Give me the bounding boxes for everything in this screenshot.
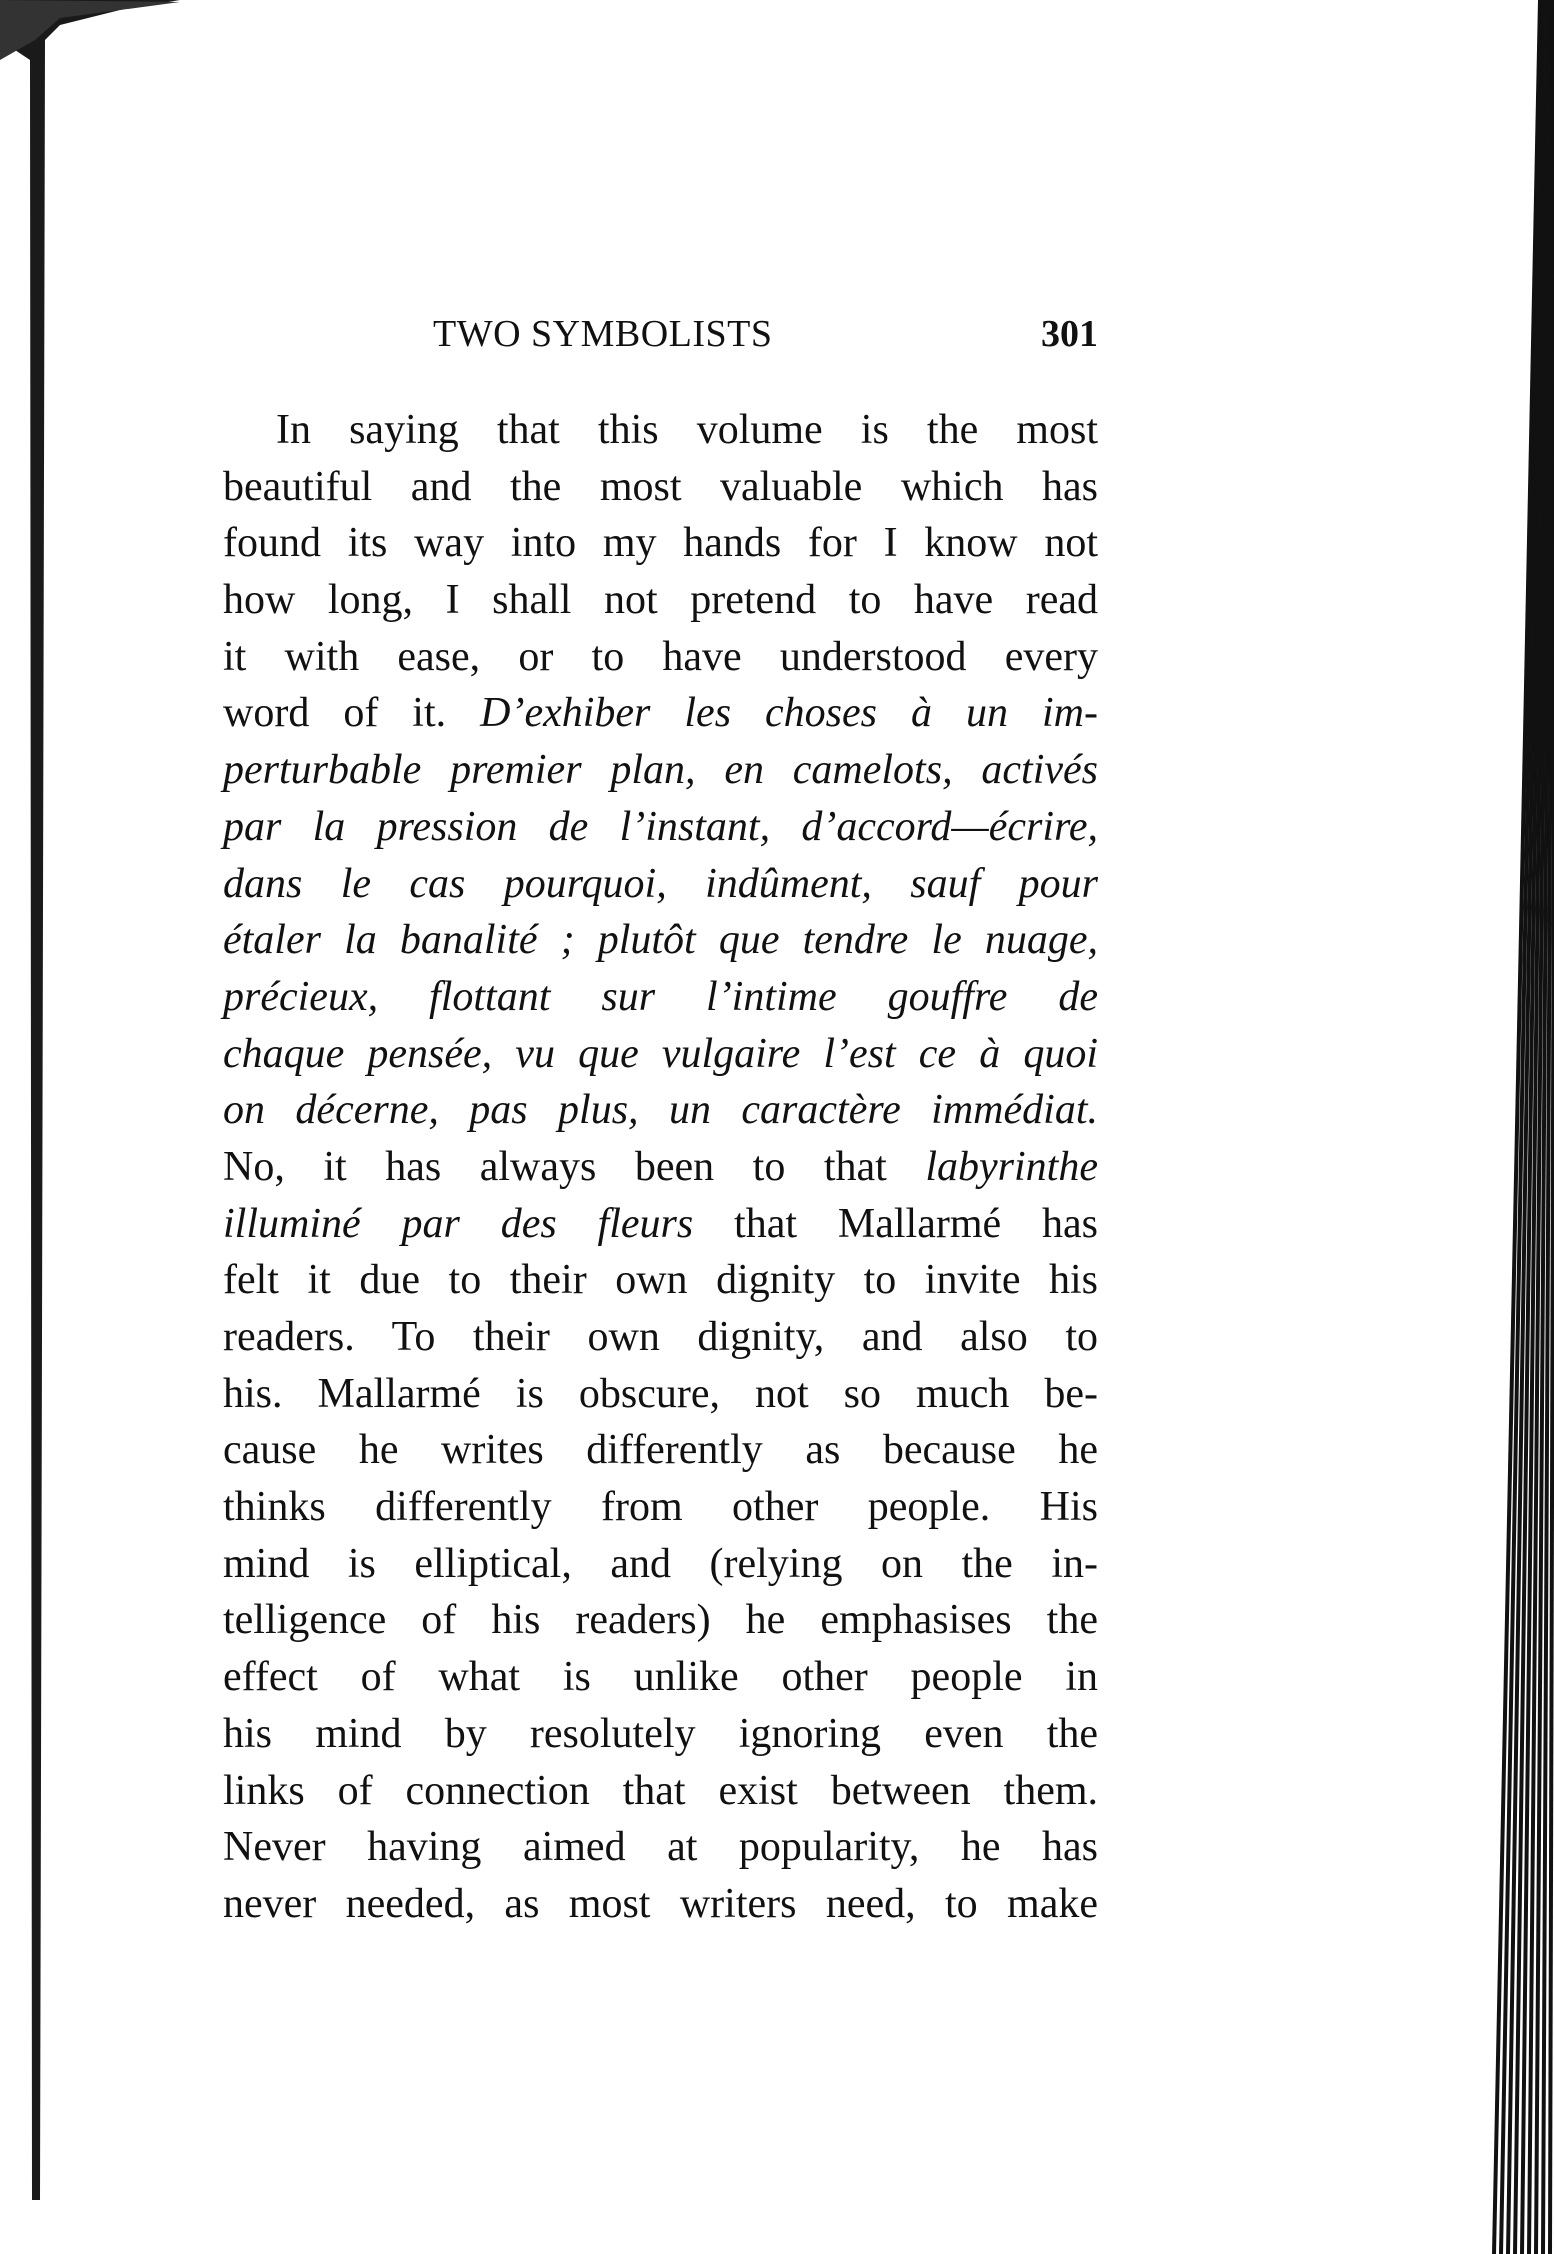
text-segment: how long, I shall not pretend to have read: [223, 577, 1098, 624]
text-segment: beautiful and the most valuable which has: [223, 463, 1098, 510]
text-line: [223, 685, 1098, 742]
italic-text: étaler la banalité ; plutôt que tendre le nuage,: [223, 917, 1098, 964]
text-line: [223, 1763, 1098, 1820]
text-line: [223, 1026, 1098, 1083]
text-segment: felt it due to their own dignity to invite his: [223, 1257, 1098, 1304]
text-line: [223, 1139, 1098, 1196]
text-segment: that Mallarmé has: [693, 1200, 1098, 1247]
body-paragraph: [223, 402, 1098, 1933]
italic-text: on décerne, pas plus, un caractère immédiat.: [223, 1087, 1098, 1134]
text-line: [223, 572, 1098, 629]
left-gutter-edge: [0, 0, 180, 2200]
italic-text: perturbable premier plan, en camelots, activés: [223, 747, 1098, 794]
text-segment: his mind by resolutely ignoring even the: [223, 1710, 1098, 1757]
text-line: [223, 402, 1098, 459]
text-line: [223, 1819, 1098, 1876]
italic-text: illuminé par des fleurs: [223, 1200, 694, 1247]
page-header: [223, 312, 1098, 362]
text-line: [223, 1422, 1098, 1479]
italic-text: chaque pensée, vu que vulgaire l’est ce à quoi: [223, 1030, 1098, 1077]
text-line: [223, 1876, 1098, 1933]
text-line: [223, 969, 1098, 1026]
text-line: [223, 912, 1098, 969]
text-segment: In saying that this volume is the most: [276, 407, 1098, 453]
italic-text: D’exhiber les choses à un im-: [480, 690, 1098, 737]
text-segment: cause he writes differently as because he: [223, 1427, 1098, 1474]
text-segment: readers. To their own dignity, and also to: [223, 1314, 1098, 1360]
text-line: [223, 799, 1098, 856]
running-title: TWO SYMBOLISTS: [433, 313, 773, 355]
text-line: [223, 1592, 1098, 1649]
text-line: [223, 1536, 1098, 1593]
text-segment: his. Mallarmé is obscure, not so much be-: [223, 1370, 1098, 1417]
text-line: [223, 856, 1098, 913]
italic-text: dans le cas pourquoi, indûment, sauf pour: [223, 860, 1098, 907]
page-number: 301: [1041, 313, 1098, 355]
text-segment: telligence of his readers) he emphasises the: [223, 1597, 1098, 1644]
text-line: [223, 1706, 1098, 1763]
text-line: [223, 1366, 1098, 1423]
text-line: [223, 742, 1098, 799]
text-segment: mind is elliptical, and (relying on the in-: [223, 1540, 1098, 1587]
text-segment: effect of what is unlike other people in: [223, 1654, 1098, 1701]
text-segment: links of connection that exist between them.: [223, 1767, 1098, 1814]
right-page-edges: [1494, 0, 1554, 2254]
text-line: [223, 1082, 1098, 1139]
text-segment: it with ease, or to have understood every: [223, 633, 1098, 680]
text-line: [223, 1649, 1098, 1706]
text-line: [223, 629, 1098, 686]
text-line: [223, 1196, 1098, 1253]
text-line: [223, 515, 1098, 572]
text-segment: No, it has always been to that: [223, 1143, 926, 1190]
text-line: [223, 1479, 1098, 1536]
text-segment: word of it.: [223, 690, 481, 737]
text-segment: Never having aimed at popularity, he has: [223, 1824, 1098, 1871]
text-line: [223, 1252, 1098, 1309]
text-segment: never needed, as most writers need, to make: [223, 1880, 1098, 1927]
italic-text: par la pression de l’instant, d’accord—écrire,: [223, 803, 1098, 850]
italic-text: précieux, flottant sur l’intime gouffre de: [223, 973, 1098, 1020]
text-segment: thinks differently from other people. His: [223, 1484, 1098, 1531]
italic-text: labyrinthe: [925, 1143, 1098, 1190]
text-line: [223, 459, 1098, 516]
text-line: [223, 1309, 1098, 1366]
text-segment: found its way into my hands for I know not: [223, 520, 1098, 567]
